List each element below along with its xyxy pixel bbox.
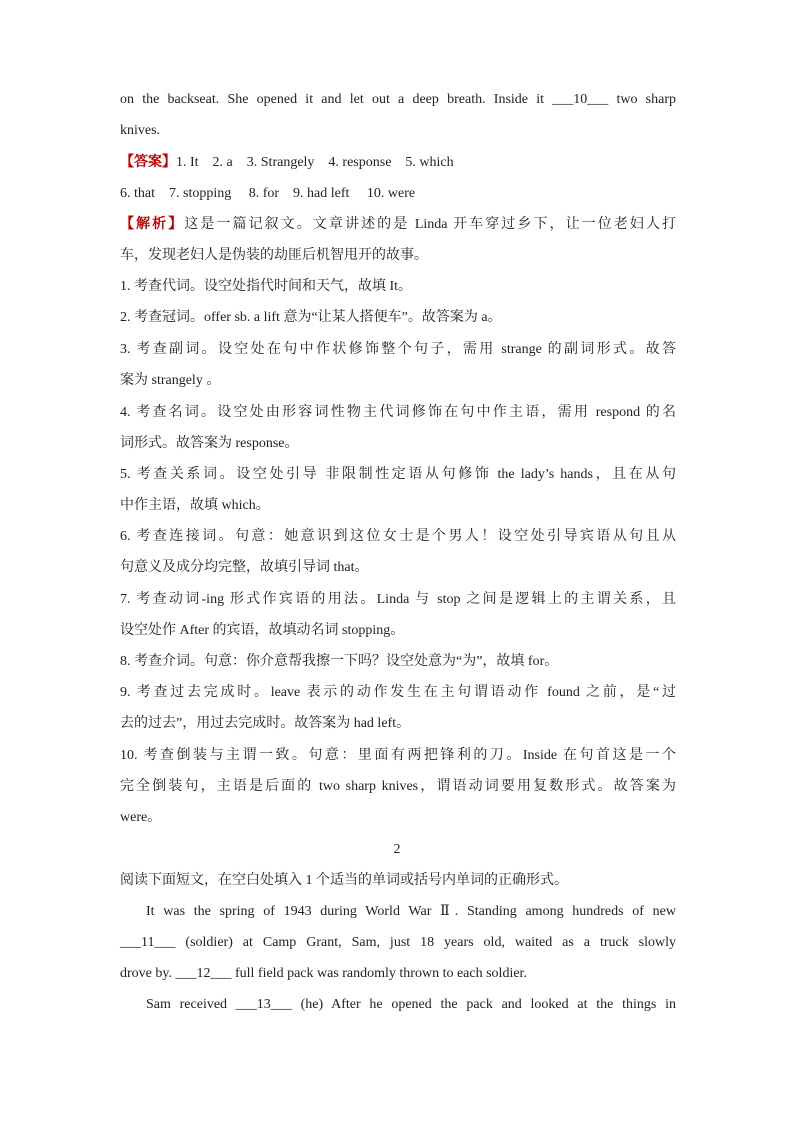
analysis-item-line: 5. 考查关系词。设空处引导 非限制性定语从句修饰 the lady’s hands，且在从句 xyxy=(120,467,676,482)
analysis-intro-text: 这是一篇记叙文。文章讲述的是 Linda 开车穿过乡下，让一位老妇人打 xyxy=(184,217,677,232)
analysis-label: 【解析】 xyxy=(120,217,185,232)
analysis-item-line: 8. 考查介词。句意：你介意帮我擦一下吗？设空处意为“为”，故填 for。 xyxy=(120,654,559,669)
analysis-item-line: 去的过去”，用过去完成时。故答案为 had left。 xyxy=(120,716,411,731)
answer-text: 1. It 2. a 3. Strangely 4. response 5. which xyxy=(176,155,454,170)
analysis-item-line: 10. 考查倒装与主谓一致。句意：里面有两把锋利的刀。Inside 在句首这是一个 xyxy=(120,748,676,763)
passage-text-line: drove by. ___12___ full field pack was randomly thrown to each soldier. xyxy=(120,966,527,981)
analysis-item-line: 2. 考查冠词。offer sb. a lift 意为“让某人搭便车”。故答案为 a。 xyxy=(120,310,502,325)
passage-text-line: knives. xyxy=(120,123,161,138)
answer-label: 【答案】 xyxy=(120,155,176,170)
analysis-item-line: 完全倒装句，主语是后面的 two sharp knives，谓语动词要用复数形式。故答案为 xyxy=(120,779,676,794)
analysis-item-line: 7. 考查动词-ing 形式作宾语的用法。Linda 与 stop 之间是逻辑上的主谓关系，且 xyxy=(120,592,676,607)
answer-line: 6. that 7. stopping 8. for 9. had left 10. were xyxy=(120,186,416,201)
analysis-item-line: were。 xyxy=(120,810,162,825)
section-instruction: 阅读下面短文，在空白处填入 1 个适当的单词或括号内单词的正确形式。 xyxy=(120,873,568,888)
passage-text-line: It was the spring of 1943 during World War Ⅱ. Standing among hundreds of new xyxy=(146,904,676,919)
analysis-item-line: 9. 考查过去完成时。leave 表示的动作发生在主句谓语动作 found 之前，是“过 xyxy=(120,685,676,700)
analysis-intro-line: 车，发现老妇人是伪装的劫匪后机智甩开的故事。 xyxy=(120,248,428,263)
passage-text-line: on the backseat. She opened it and let out a deep breath. Inside it ___10___ two sharp xyxy=(120,92,676,107)
analysis-item-line: 6. 考查连接词。句意：她意识到这位女士是个男人！设空处引导宾语从句且从 xyxy=(120,529,676,544)
analysis-item-line: 中作主语，故填 which。 xyxy=(120,498,270,513)
analysis-item-line: 设空处作 After 的宾语，故填动名词 stopping。 xyxy=(120,623,405,638)
analysis-item-line: 词形式。故答案为 response。 xyxy=(120,436,299,451)
analysis-item-line: 3. 考查副词。设空处在句中作状修饰整个句子，需用 strange 的副词形式。故答 xyxy=(120,342,676,357)
answer-line xyxy=(120,153,676,173)
analysis-item-line: 句意义及成分均完整，故填引导词 that。 xyxy=(120,560,369,575)
section-number: 2 xyxy=(393,842,401,857)
passage-text-line: ___11___ (soldier) at Camp Grant, Sam, just 18 years old, waited as a truck slowly xyxy=(120,935,676,950)
analysis-intro-line xyxy=(120,215,676,235)
passage-text-line: Sam received ___13___ (he) After he opened the pack and looked at the things in xyxy=(146,997,676,1012)
analysis-item-line: 1. 考查代词。设空处指代时间和天气，故填 It。 xyxy=(120,279,413,294)
analysis-item-line: 4. 考查名词。设空处由形容词性物主代词修饰在句中作主语，需用 respond 的名 xyxy=(120,405,676,420)
analysis-item-line: 案为 strangely 。 xyxy=(120,373,221,388)
